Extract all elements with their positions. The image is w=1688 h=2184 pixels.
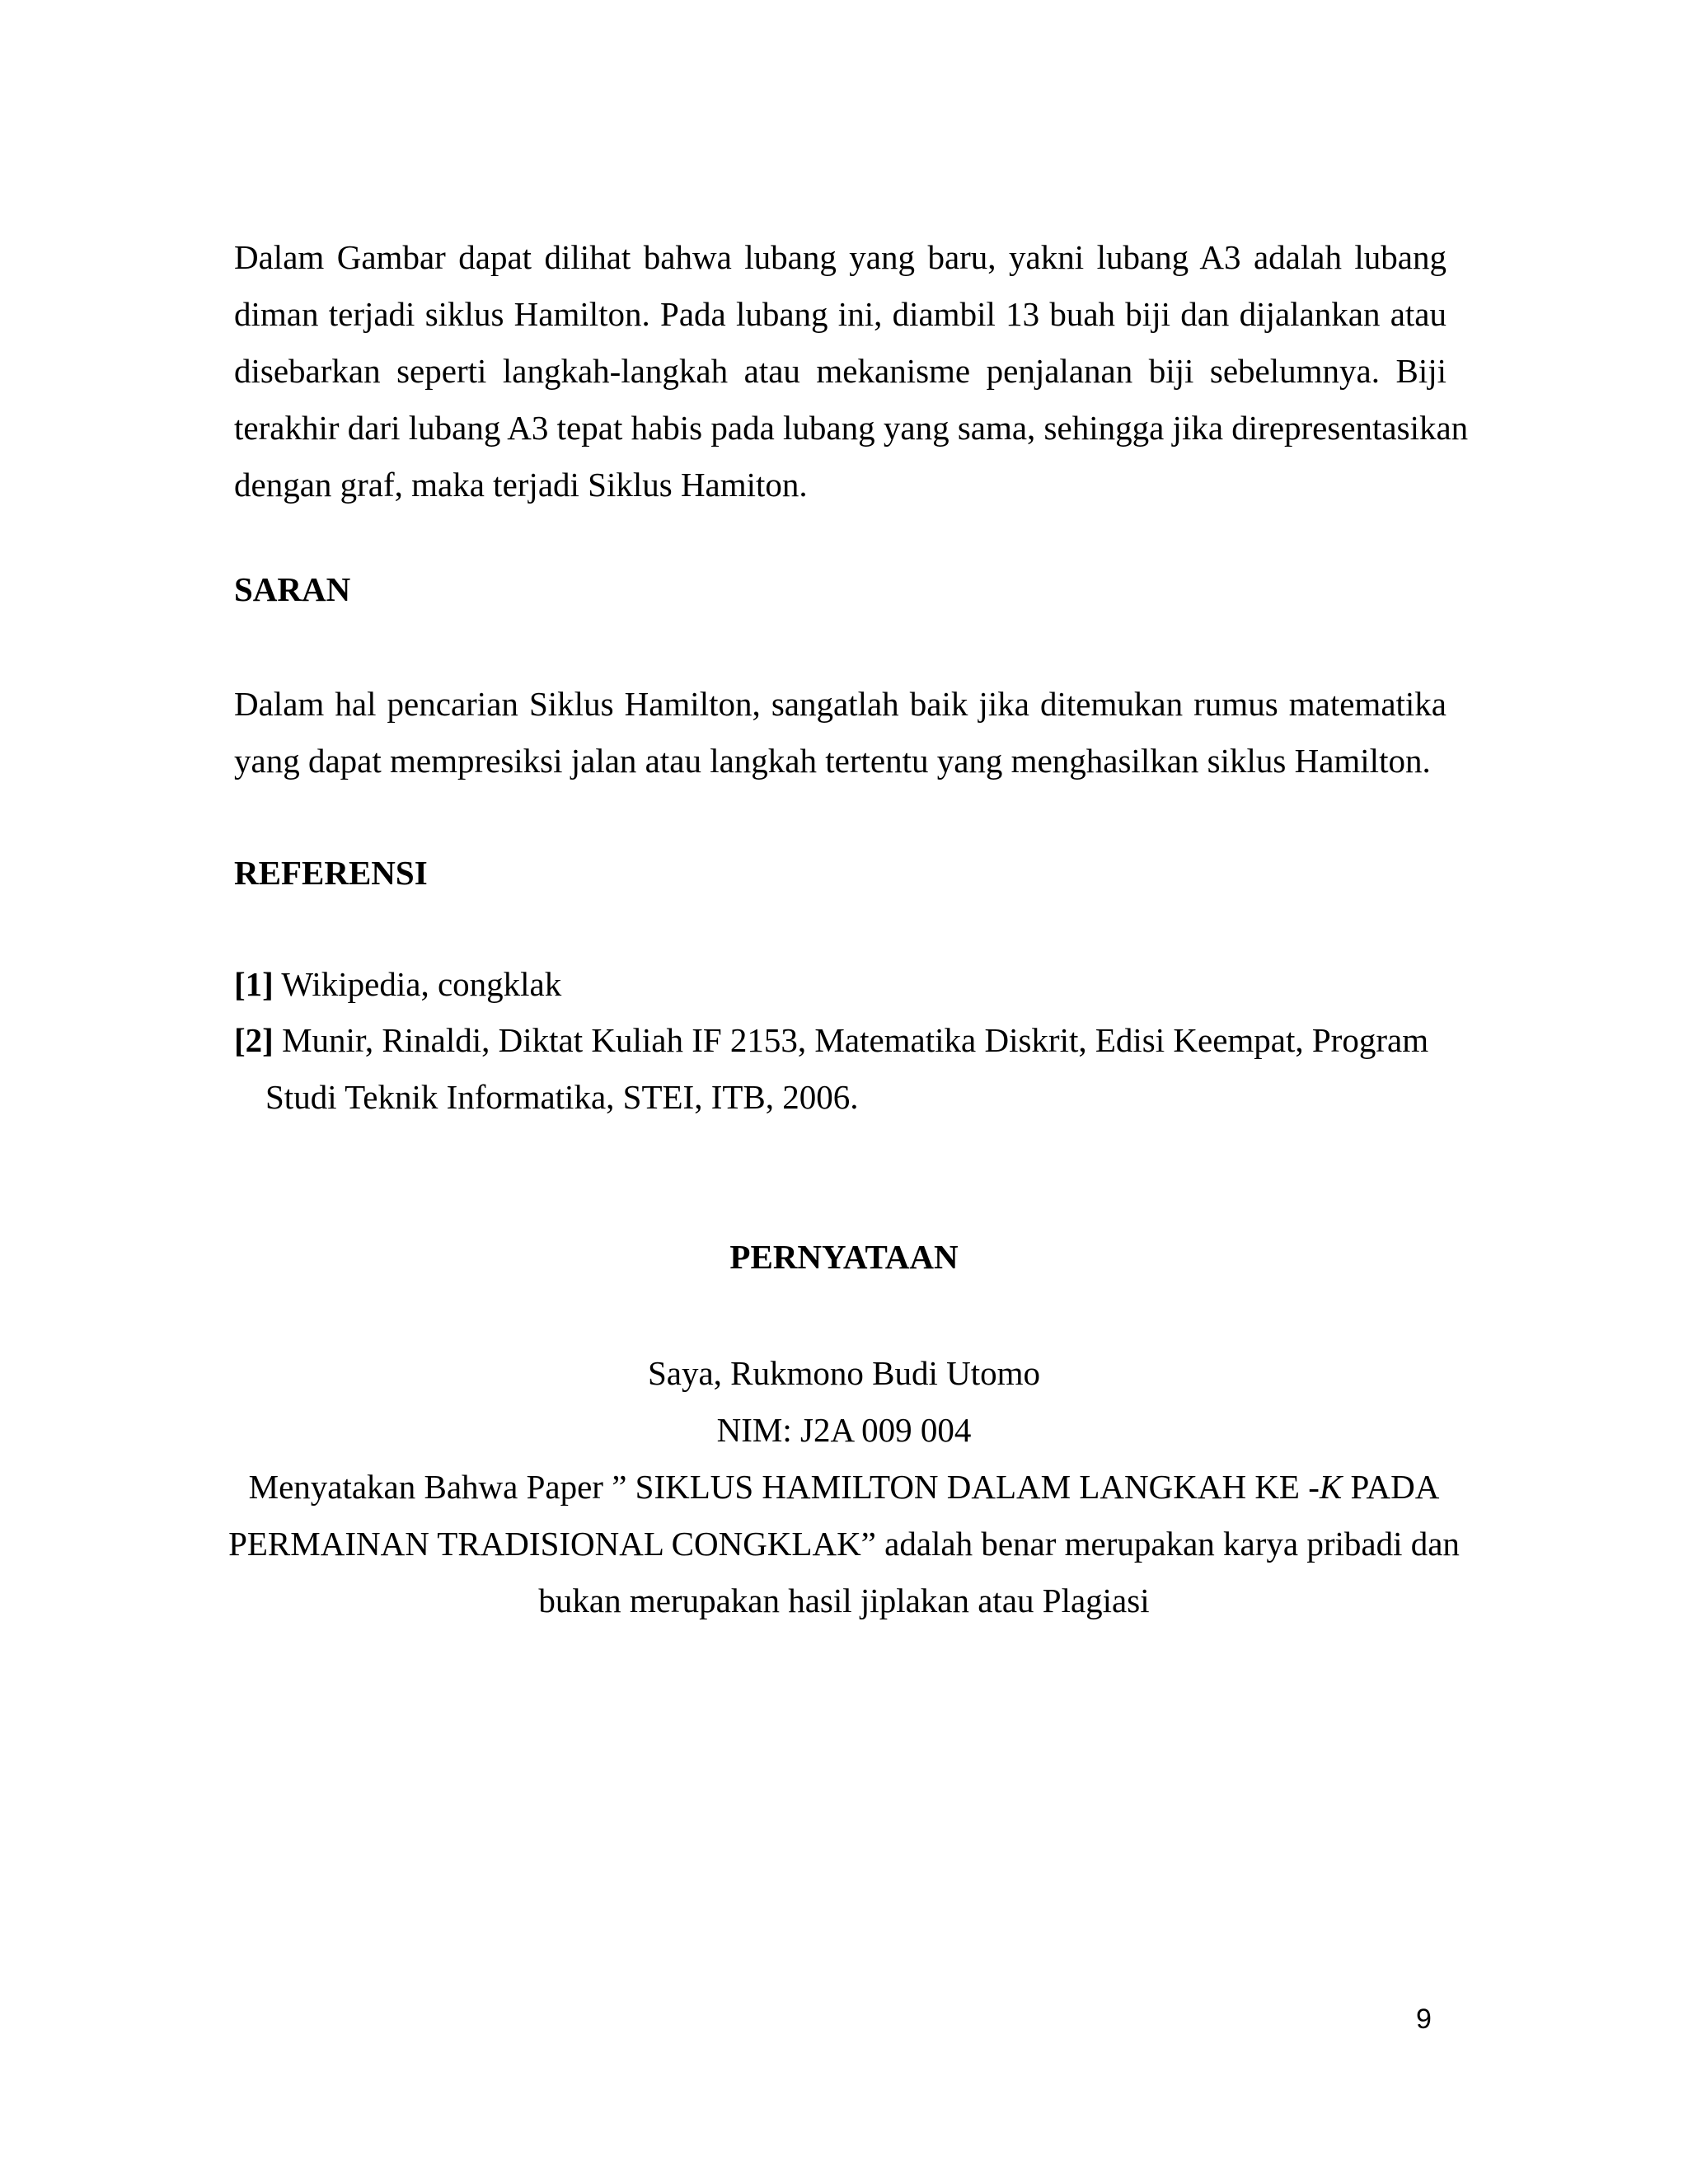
reference-text: Munir, Rinaldi, Diktat Kuliah IF 2153, Matematika Diskrit, Edisi Keempat, Program <box>273 1021 1429 1059</box>
pernyataan-statement <box>165 1345 1523 1629</box>
page-number: 9 <box>1416 2004 1432 2035</box>
referensi-heading: REFERENSI <box>234 854 428 892</box>
saran-heading: SARAN <box>234 570 351 608</box>
saran-paragraph <box>234 676 1447 790</box>
pernyataan-heading: PERNYATAAN <box>729 1238 959 1276</box>
reference-text: Wikipedia, congklak <box>273 965 562 1003</box>
paragraph-line: yang dapat mempresiksi jalan atau langkah tertentu yang menghasilkan siklus Hamilton. <box>234 742 1431 780</box>
statement-line: bukan merupakan hasil jiplakan atau Plagiasi <box>538 1582 1150 1619</box>
declarant-name: Saya, Rukmono Budi Utomo <box>647 1354 1041 1392</box>
body-paragraph-gambar <box>234 229 1469 513</box>
reference-item-2 <box>234 1012 1428 1069</box>
paragraph-line: Dalam Gambar dapat dilihat bahwa lubang yang baru, yakni lubang A3 adalah lubang <box>234 238 1447 276</box>
paragraph-line: dengan graf, maka terjadi Siklus Hamiton. <box>234 466 808 504</box>
statement-line <box>165 1459 1523 1516</box>
statement-text: PADA <box>1342 1468 1440 1506</box>
reference-item-2-continuation: Studi Teknik Informatika, STEI, ITB, 2006. <box>265 1078 859 1116</box>
reference-number: [1] <box>234 965 274 1003</box>
paragraph-line: diman terjadi siklus Hamilton. Pada lubang ini, diambil 13 buah biji dan dijalankan atau <box>234 295 1447 333</box>
paragraph-line: disebarkan seperti langkah-langkah atau mekanisme penjalanan biji sebelumnya. Biji <box>234 352 1447 390</box>
declarant-nim: NIM: J2A 009 004 <box>716 1411 972 1449</box>
statement-text: Menyatakan Bahwa Paper ” SIKLUS HAMILTON DALAM LANGKAH KE - <box>248 1468 1320 1506</box>
statement-italic-k: K <box>1319 1468 1343 1506</box>
paragraph-line: Dalam hal pencarian Siklus Hamilton, sangatlah baik jika ditemukan rumus matematika <box>234 685 1447 723</box>
reference-item-1 <box>234 956 561 1013</box>
reference-number: [2] <box>234 1021 274 1059</box>
paragraph-line: terakhir dari lubang A3 tepat habis pada lubang yang sama, sehingga jika direpresentasikan <box>234 409 1469 447</box>
statement-line: PERMAINAN TRADISIONAL CONGKLAK” adalah benar merupakan karya pribadi dan <box>228 1525 1460 1563</box>
